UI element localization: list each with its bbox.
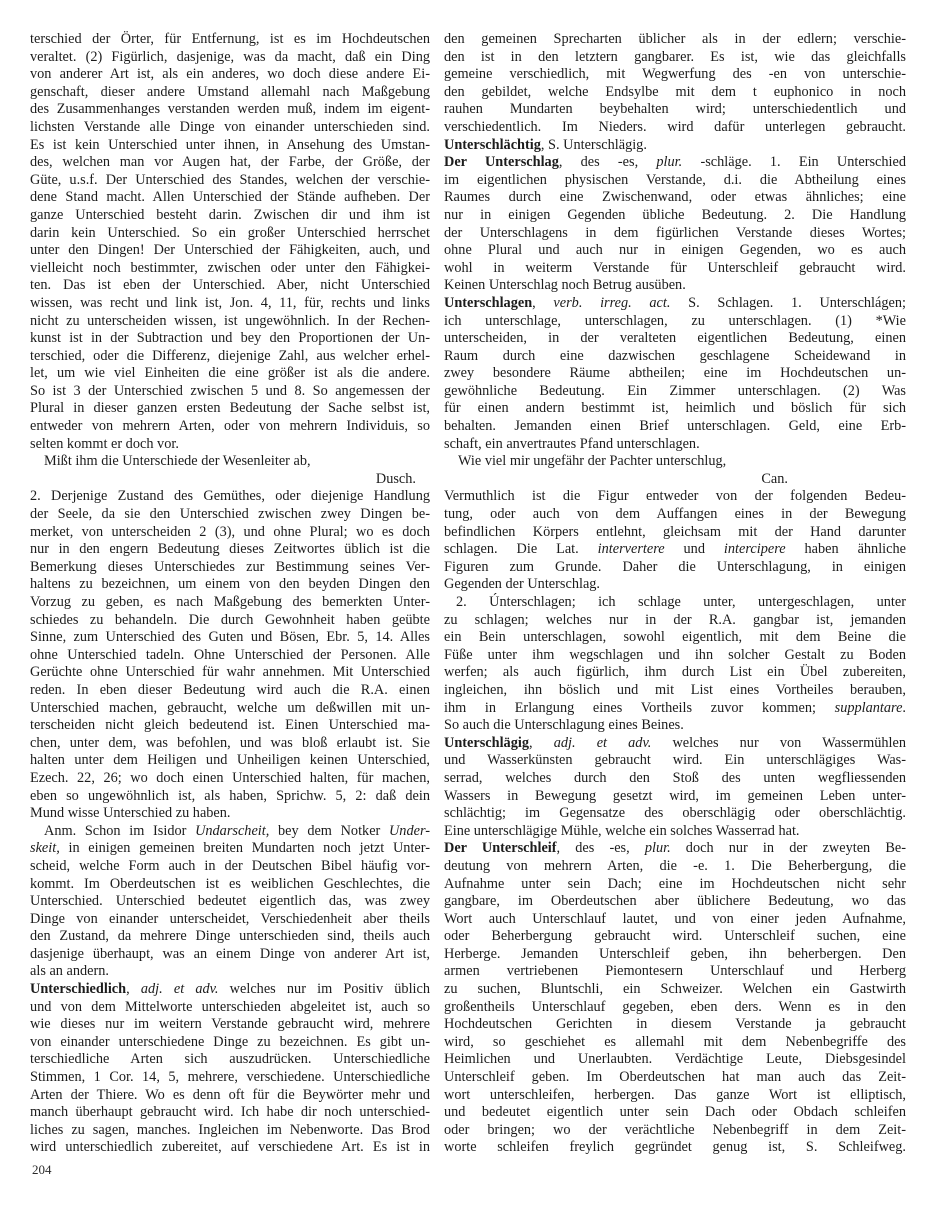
text-line	[444, 277, 906, 295]
text-line: des, welchen man vor Augen hat, der Farbe, der Größe, der	[30, 154, 430, 171]
text-line: des Zusammenhanges verstanden werden muß, indem im eigent-	[30, 101, 430, 118]
text-line: merket, von unterscheiden 2 (3), und ohne Plural; wo es doch	[30, 523, 430, 540]
text-line: für einen andern bestimmt ist, heimlich und böslich für sich	[444, 400, 906, 417]
text-line: Wassers in Bewegung gesetzt wird, im gemeinen Leben unter-	[444, 787, 906, 804]
text-line	[444, 471, 906, 489]
text-run: Eine unterschlägige Mühle, welche ein solches Wasserrad hat.	[444, 822, 800, 839]
text-line: schlächtig; im Gegensatze des oberschlägig oder oberschlächtig.	[444, 805, 906, 822]
headword: Der Unterschleif	[444, 840, 557, 857]
text-run: , S. Unterschlägig.	[540, 136, 647, 153]
text-line: Hochdeutschen Gerichten in diesem Verstande ja gebraucht	[444, 1016, 906, 1033]
text-run: Anm. Schon im Isidor	[44, 822, 196, 839]
text-line: terscheiden nicht gleich bedeutend ist. Einen Unterschied ma-	[30, 717, 430, 734]
text-run: ihm in Erlangung eines Vortheils zuvor kommen;	[444, 699, 835, 716]
text-line: ein Bein unterschlagen, sowohl eigentlich, mit dem Beine die	[444, 629, 906, 646]
text-line: manch überhaupt gebraucht wird. Ich habe dir noch unterschied-	[30, 1104, 430, 1121]
text-run: schlagen. Die Lat.	[444, 541, 598, 558]
headword: Unterschlagen	[444, 294, 533, 311]
text-line: verschiedentlich. Im Nieders. wird dafür unterlegen gebraucht.	[444, 118, 906, 135]
text-line: Füße unter ihm wegschlagen und ihn solcher Gestalt zu Boden	[444, 646, 906, 663]
text-line	[444, 594, 906, 612]
italic-run: Undarscheit,	[195, 822, 270, 839]
text-line: Wort auch Unterschlauf lautet, und von einer jeden Aufnahme,	[444, 910, 906, 927]
italic-run: Under-	[388, 822, 430, 839]
italic-run: verb. irreg. act.	[553, 294, 671, 311]
text-line: lichsten Verstande alle Dinge von einander unterschieden sind.	[30, 118, 430, 135]
text-run: schaft, ein anvertrautes Pfand unterschlagen.	[444, 435, 700, 452]
italic-run: supplantare	[834, 699, 903, 716]
text-line: genschaft, dieser andere Umstand allemahl nach Maßgebung	[30, 83, 430, 100]
text-run: .	[902, 699, 906, 716]
text-run: Mund wisse Unterschied zu haben.	[30, 805, 231, 822]
text-line: wie dieses nur im weitern Verstande gebraucht wird, mehrere	[30, 1016, 430, 1033]
text-line	[30, 453, 430, 471]
text-line: Herberge. Jemanden Unterschleif geben, ihn beherbergen. Den	[444, 945, 906, 962]
text-run: 2. Únterschlagen; ich schlage unter, untergeschlagen, unter	[456, 594, 906, 610]
text-run: doch nur in der zweyten Be-	[670, 840, 906, 857]
text-line	[444, 436, 906, 454]
text-line: Vermuthlich ist die Figur entweder von der folgenden Bedeu-	[444, 488, 906, 505]
text-line	[444, 717, 906, 735]
text-line	[444, 823, 906, 841]
text-line: Bemerkung dieses Unterschiedes zur Bestimmung seines Ver-	[30, 558, 430, 575]
text-line: nicht zu unterscheiden wissen, ist ungewöhnlich. In der Rechen-	[30, 312, 430, 329]
text-line: scheid, welche Form auch in der Deutschen Bibel häufig vor-	[30, 857, 430, 874]
text-run: , des -es,	[556, 840, 645, 857]
text-line	[30, 823, 430, 841]
text-line: kunst ist in der Subtraction und bey den Proportionen der Un-	[30, 330, 430, 347]
text-line: Plural in dieser ganzen ersten Bedeutung der Sache selbst ist,	[30, 400, 430, 417]
text-line: chen, unter dem, was befohlen, und was bloß erlaubt ist. Sie	[30, 734, 430, 751]
text-line: ohne Plural und auch nur in einigen Gegenden, wo es auch	[444, 242, 906, 259]
text-line: reden. In eben dieser Bedeutung wird auch die R.A. einen	[30, 681, 430, 698]
text-line: zwey besondere Räume abtheilen; eine im Hochdeutschen un-	[444, 365, 906, 382]
text-line: den Zustand, da mehrere Dinge unterschieden sind, theils auch	[30, 928, 430, 945]
text-line: let, um wie viel Einheiten die eine größer ist als die andere.	[30, 365, 430, 382]
text-line: Es ist kein Unterschied unter ihnen, in Ansehung des Umstan-	[30, 136, 430, 153]
text-line: den gemeinen Sprecharten üblicher als in der edlern; verschie-	[444, 31, 906, 47]
text-line: von einander unterschiedene Dinge zu bezeichnen. Es gibt un-	[30, 1033, 430, 1050]
italic-run: adj. et adv.	[140, 981, 219, 998]
text-line: Güte, u.s.f. Der Unterschied des Standes, welchen der verschie-	[30, 171, 430, 188]
text-line: terschied der Örter, für Entfernung, ist es im Hochdeutschen	[30, 31, 430, 47]
text-line	[444, 576, 906, 594]
text-run: Mißt ihm die Unterschiede der Wesenleiter ab,	[44, 453, 311, 470]
text-run: S. Schlagen. 1. Unterschlágen;	[670, 294, 906, 311]
text-run: bey dem Notker	[269, 822, 389, 839]
text-line: dene Stand macht. Allen Unterschied der Stände aufheben. Der	[30, 189, 430, 206]
text-line: wohl in weiterm Verstande für Unterschleif gebraucht wird.	[444, 259, 906, 276]
page-number: 204	[32, 1162, 52, 1177]
text-line: Heimlichen und Unerlaubten. Verdächtige Leute, Diebsgesindel	[444, 1051, 906, 1068]
text-line: Unterschleif geben. Im Oberdeutschen hat man auch das Zeit-	[444, 1069, 906, 1086]
text-line: unter den Dingen! Der Unterschied der Fähigkeiten, auch, und	[30, 242, 430, 259]
text-line: wird, so geschiehet es allemahl mit dem Nebenbegriffe des	[444, 1033, 906, 1050]
right-column	[444, 31, 906, 1157]
text-line: den gebildet, welche Endsylbe mit dem t euphonico in noch	[444, 83, 906, 100]
text-line	[444, 154, 906, 172]
headword: Unterschiedlich	[30, 981, 127, 998]
text-line: terschied, oder die Differenz, diejenige Zahl, aus welcher erhel-	[30, 347, 430, 364]
text-line: kommt. Im Oberdeutschen ist es weiblichen Geschlechtes, die	[30, 875, 430, 892]
text-line: Unterschied. Unterschied bedeutet eigentlich das, was zwey	[30, 893, 430, 910]
text-line: und von dem Mittelworte unterschieden abgeleitet ist, auch so	[30, 998, 430, 1015]
text-line: dasjenige überhaupt, was an einem Dinge von anderer Art ist,	[30, 945, 430, 962]
text-line: veraltet. (2) Figürlich, dasjenige, was da macht, daß ein Ding	[30, 48, 430, 65]
text-run: Dusch.	[375, 470, 416, 487]
text-run: und	[664, 541, 724, 558]
text-run: in einigen gemeinen breiten Mundarten noch jetzt Unter-	[59, 840, 430, 857]
text-run: Can.	[761, 470, 788, 487]
text-line: rauhen Mundarten beybehalten wird; unterschiedentlich und	[444, 101, 906, 118]
text-line: Stimmen, 1 Cor. 14, 5, mehrere, verschiedene. Unterschiedliche	[30, 1069, 430, 1086]
text-line: im eigentlichen physischen Verstande, d.i. die Abtheilung eines	[444, 171, 906, 188]
text-line	[30, 840, 430, 858]
text-line: den ist in den letztern gangbarer. Es ist, wie das gleichfalls	[444, 48, 906, 65]
text-line	[444, 840, 906, 858]
text-line: Vorzug zu geben, es nach Maßgebung des bemerkten Unter-	[30, 594, 430, 610]
text-line: So ist 3 der Unterschied zwischen 5 und 8. So angemessen der	[30, 382, 430, 399]
text-line: werfen; als auch figürlich, ihm durch List ein Übel zubereiten,	[444, 664, 906, 681]
text-run: Wie viel mir ungefähr der Pachter unterschlug,	[458, 453, 727, 470]
left-column	[30, 31, 430, 1157]
text-line: Raumes durch eine Zwischenwand, oder etwas ähnliches; eine	[444, 189, 906, 206]
text-line: wort unterschleifen, herbergen. Das ganze Wort ist elliptisch,	[444, 1086, 906, 1103]
text-line: Aufnahme unter sein Dach; eine im Hochdeutschen nicht sehr	[444, 875, 906, 892]
text-line: und Wasserkünsten gebraucht wird. Ein unterschlägiges Was-	[444, 752, 906, 769]
text-line: schiedes zu behandeln. Die durch Gewohnheit haben geübte	[30, 611, 430, 628]
text-line	[444, 735, 906, 753]
text-line: tung, oder auch von dem Auffangen eines in der Bewegung	[444, 506, 906, 523]
headword: Unterschlächtig	[444, 136, 541, 153]
italic-run: intercipere	[723, 541, 786, 558]
text-line: Sinne, zum Unterschied des Guten und Bösen, Ebr. 5, 14. Alles	[30, 629, 430, 646]
italic-run: intervertere	[597, 541, 665, 558]
text-line: behalten. Jemanden einen Brief unterschlagen. Geld, eine Erb-	[444, 418, 906, 435]
text-run: Keinen Unterschlag noch Betrug ausüben.	[444, 277, 686, 294]
text-line: ganze Unterschied besteht darin. Zwischen dir und ihm ist	[30, 206, 430, 223]
text-line: 2. Derjenige Zustand des Gemüthes, oder diejenige Handlung	[30, 488, 430, 505]
text-line: Figuren zum Grunde. Daher die Unterschlagung, in einigen	[444, 558, 906, 575]
text-line: unterscheiden, in der veralteten eigentlichen Bedeutung, einen	[444, 330, 906, 347]
text-line	[444, 541, 906, 559]
text-line: zu suchen, Bluntschli, ein Schweizer. Welchen ein Gastwirth	[444, 981, 906, 998]
text-line: wird unterschiedlich zubereitet, auf verschiedene Art. Es ist in	[30, 1139, 430, 1156]
text-line: eben so ungewöhnlich ist, als haben, Sprichw. 5, 2: daß dein	[30, 787, 430, 804]
text-line: serrad, welches durch den Stoß des unten wegfliessenden	[444, 769, 906, 786]
text-run: ,	[126, 981, 141, 998]
text-line: wissen, was recht und link ist, Jon. 4, 11, für, rechts und links	[30, 294, 430, 311]
text-line: und bedeutet eigentlich unter sein Dach oder Obdach schleifen	[444, 1104, 906, 1121]
text-line: terschiedliche Arten sich auszudrücken. Unterschiedliche	[30, 1051, 430, 1068]
text-line: vielleicht noch bestimmter, zwischen oder unter den Fähigkei-	[30, 259, 430, 276]
text-line: Ezech. 22, 26; wo doch einen Unterschied halten, für machen,	[30, 769, 430, 786]
text-line: haltens zu bezeichnen, um einem von den beyden Dingen den	[30, 576, 430, 593]
text-line	[30, 471, 430, 489]
italic-run: skeit,	[30, 840, 60, 857]
text-run: welches nur von Wassermühlen	[651, 734, 906, 751]
text-run: ,	[532, 294, 554, 311]
text-run: als an andern.	[30, 963, 109, 980]
text-line	[444, 453, 906, 471]
text-line: darin kein Unterschied. So ein großer Unterschied herrschet	[30, 224, 430, 241]
text-line: nur in den engern Bedeutung dieses Zeitwortes üblich ist die	[30, 541, 430, 558]
text-run: -schläge. 1. Ein Unterschied	[682, 154, 906, 171]
text-line: entweder von mehrern Arten, oder von mehrern Individuis, so	[30, 418, 430, 435]
text-run: , des -es,	[558, 154, 657, 171]
text-line	[30, 805, 430, 823]
text-line: befindlichen Körpers entlehnt, gleichsam mit der Hand darunter	[444, 523, 906, 540]
text-line: oder bringen; wo der verächtliche Nebenbegriff in dem Zeit-	[444, 1121, 906, 1138]
text-line: Unterschied machen, gebraucht, welche um deßwillen mit un-	[30, 699, 430, 716]
headword: Der Unterschlag	[444, 154, 559, 171]
text-line: gemeine verschiedlich, mit Wegwerfung des -en von unterschie-	[444, 66, 906, 83]
text-line: der Unterschlagens in dem figürlichen Verstande dieses Wortes;	[444, 224, 906, 241]
text-line: ich unterschlage, unterschlagen, zu unterschlagen. (1) *Wie	[444, 312, 906, 329]
text-run: Gegenden der Unterschlag.	[444, 576, 601, 593]
headword: Unterschlägig	[444, 734, 529, 751]
text-line: halten unter dem Heiligen und Unheiligen keinen Unterschied,	[30, 752, 430, 769]
text-line	[444, 700, 906, 718]
text-line: liches zu sagen, manches. Ingleichen im Nebenworte. Das Brod	[30, 1121, 430, 1138]
text-line: gangbare, im Oberdeutschen aber üblichere Bedeutung, wo das	[444, 893, 906, 910]
text-line: armen vertriebenen Piemontesern Unterschlauf und Herberg	[444, 963, 906, 980]
text-line	[444, 295, 906, 313]
text-line: Raum durch eine dazwischen geschlagene Scheidewand in	[444, 347, 906, 364]
text-run: So auch die Unterschlagung eines Beines.	[444, 717, 684, 734]
text-line	[444, 137, 906, 155]
text-line	[30, 436, 430, 454]
text-line: großentheils Unterschlauf gegeben, eben ders. Wenn es in den	[444, 998, 906, 1015]
text-line: gewöhnliche Bedeutung. Ein Zimmer unterschlagen. (2) Was	[444, 382, 906, 399]
text-line: von anderer Art ist, als ein anderes, wo doch diese andere Ei-	[30, 66, 430, 83]
text-run: haben ähnliche	[785, 541, 906, 558]
text-line: ingleichen, ihn böslich und mit List eines Vortheiles berauben,	[444, 681, 906, 698]
text-line: ten. Das ist eben der Unterschied. Aber, nicht Unterschied	[30, 277, 430, 294]
text-line: zu schlagen; welches nur in der R.A. gangbar ist, jemanden	[444, 611, 906, 628]
text-line: Dinge von einander unterscheidet, Verschiedenheit aber theils	[30, 910, 430, 927]
text-line: nur in einigen Gegenden übliche Bedeutung. 2. Die Handlung	[444, 206, 906, 223]
text-line: ohne Unterschied tadeln. Ohne Unterschied der Personen. Alle	[30, 646, 430, 663]
italic-run: plur.	[656, 154, 683, 171]
text-line: deutung von mehrern Arten, die -e. 1. Die Beherbergung, die	[444, 857, 906, 874]
italic-run: plur.	[644, 840, 671, 857]
text-line: der Seele, da sie den Unterschied zwischen zwey Dingen be-	[30, 506, 430, 523]
text-line: oder Beherbergung gebraucht wird. Unterschleif suchen, eine	[444, 928, 906, 945]
text-line: Arten der Thiere. Wo es denn oft für die Beywörter mehr und	[30, 1086, 430, 1103]
text-run: welches nur im Positiv üblich	[218, 981, 431, 998]
text-line: Gerüchte ohne Unterschied für wahr annehmen. Mit Unterschied	[30, 664, 430, 681]
text-line	[30, 963, 430, 981]
italic-run: adj. et adv.	[553, 734, 652, 751]
text-run: ,	[528, 734, 554, 751]
text-line	[30, 981, 430, 999]
text-line: worte schleifen freylich gegründet genug ist, S. Schleifweg.	[444, 1139, 906, 1156]
text-run: selten kommt er doch vor.	[30, 435, 179, 452]
